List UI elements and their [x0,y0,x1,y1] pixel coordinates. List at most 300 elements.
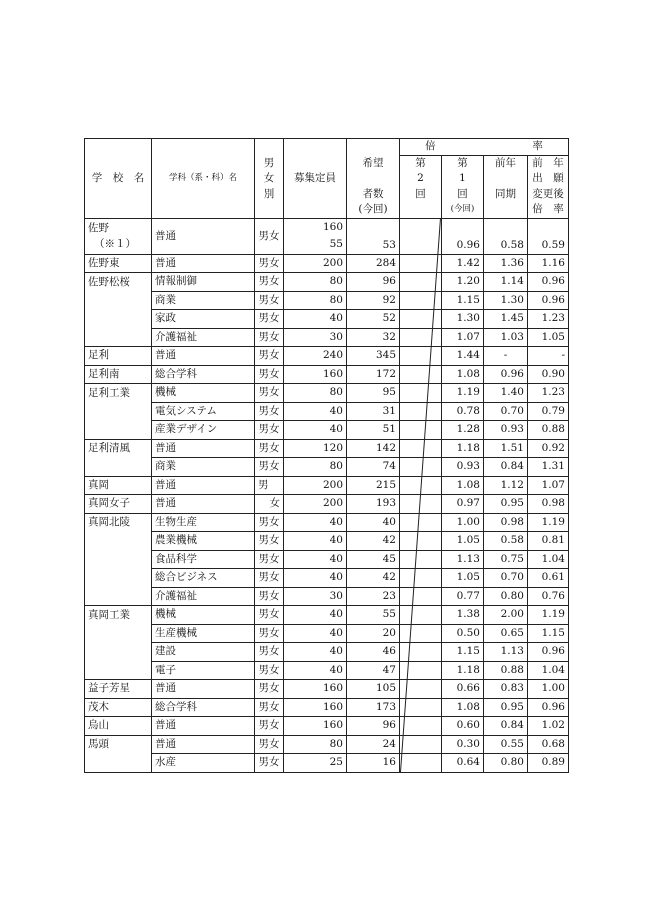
gender: 男女 [255,347,284,366]
quota: 40 [284,643,347,662]
applicants: 172 [347,365,400,384]
applicants: 173 [347,698,400,717]
school-name: 真岡北陵 [85,513,152,532]
school-name [85,328,152,347]
dept-name: 商業 [152,291,255,310]
gender: 男女 [255,680,284,699]
prev-year-ratio: 1.36 [484,254,528,273]
header-quota-spacer-2 [284,187,347,203]
quota: 30 [284,587,347,606]
prev-year-ratio: - [484,347,528,366]
prev-year-ratio: 0.80 [484,587,528,606]
quota: 80 [284,384,347,403]
gender: 男女 [255,439,284,458]
header-prev-final-4: 倍 率 [528,202,569,218]
ratio1: 1.30 [442,310,484,329]
table-row [85,587,569,606]
prev-final-cell [528,218,569,254]
prev-year-ratio: 1.51 [484,439,528,458]
applicants: 40 [347,513,400,532]
prev-year-ratio: 0.96 [484,365,528,384]
header-applicants-2: 者数 [347,187,400,203]
table-row [85,328,569,347]
ratio2 [400,624,442,643]
dept-name: 介護福祉 [152,587,255,606]
table-row [85,606,569,625]
ratio1: 1.44 [442,347,484,366]
header-ratio-group [400,139,569,156]
ratio2 [400,550,442,569]
table-row [85,365,569,384]
header-school: 学 校 名 [85,139,152,219]
ratio2 [400,421,442,440]
dept-name: 機械 [152,384,255,403]
school-name: 益子芳星 [85,680,152,699]
prev-year-ratio: 0.84 [484,458,528,477]
prev-final-ratio: 0.88 [528,421,569,440]
prev-final-ratio: 0.92 [528,439,569,458]
ratio1: 1.19 [442,384,484,403]
header-gender-end [255,202,284,218]
prev-final-ratio: 1.00 [528,680,569,699]
header-applicants-3: (今回) [347,202,400,218]
quota: 160 [284,698,347,717]
dept-name: 家政 [152,310,255,329]
dept-name: 情報制御 [152,273,255,292]
header-ratio1-2: 1 [442,171,484,187]
quota: 40 [284,532,347,551]
prev-final-ratio: 0.96 [528,698,569,717]
ratio2 [400,569,442,588]
ratio2 [400,384,442,403]
dept-name: 電気システム [152,402,255,421]
gender: 男女 [255,218,284,254]
header-applicants-1: 希望 [347,155,400,171]
ratio1: 1.07 [442,328,484,347]
header-gender-2: 女 [255,171,284,187]
table-row [85,254,569,273]
applicants: 193 [347,495,400,514]
prev-final-ratio: 0.68 [528,735,569,754]
quota: 240 [284,347,347,366]
dept-name: 水産 [152,754,255,773]
header-ratio2-3: 回 [400,187,442,203]
ratio1: 1.18 [442,439,484,458]
table-row [85,513,569,532]
dept-name: 電子 [152,661,255,680]
dept-name: 総合学科 [152,365,255,384]
quota: 120 [284,439,347,458]
prev-final-ratio: 0.61 [528,569,569,588]
prev-year-ratio: 0.58 [484,532,528,551]
school-name: 真岡女子 [85,495,152,514]
dept-name: 産業デザイン [152,421,255,440]
applicants: 92 [347,291,400,310]
dept-name: 普通 [152,495,255,514]
quota: 40 [284,569,347,588]
header-ratio2-2: 2 [400,171,442,187]
prev-year-ratio: 1.14 [484,273,528,292]
gender: 男女 [255,606,284,625]
ratio2 [400,347,442,366]
applicants: 284 [347,254,400,273]
dept-name: 普通 [152,254,255,273]
school-name [85,532,152,551]
gender: 男女 [255,310,284,329]
school-name-cell [85,218,152,254]
dept-name: 生物生産 [152,513,255,532]
header-prev-final-2: 出 願 [528,171,569,187]
ratio1: 0.64 [442,754,484,773]
gender: 男女 [255,754,284,773]
ratio1: 1.05 [442,569,484,588]
quota: 40 [284,550,347,569]
applicants: 45 [347,550,400,569]
ratio2 [400,698,442,717]
gender: 男女 [255,698,284,717]
header-gender-3: 別 [255,187,284,203]
school-name [85,569,152,588]
prev-final-ratio: 1.16 [528,254,569,273]
gender: 男女 [255,587,284,606]
header-prev-year-spacer [484,171,528,187]
ratio1: 1.13 [442,550,484,569]
prev-year-ratio: 0.93 [484,421,528,440]
table-row [85,291,569,310]
applicants: 74 [347,458,400,477]
prev-year-cell [484,218,528,254]
prev-final-ratio: 1.23 [528,384,569,403]
gender: 男女 [255,384,284,403]
prev-final-ratio: 1.02 [528,717,569,736]
table-row [85,569,569,588]
table-row [85,273,569,292]
prev-year-ratio: 1.30 [484,291,528,310]
applicants: 55 [347,606,400,625]
applicants: 42 [347,569,400,588]
table-row [85,532,569,551]
prev-year-ratio: 0.88 [484,661,528,680]
school-name [85,587,152,606]
applicants: 24 [347,735,400,754]
applicants: 42 [347,532,400,551]
gender: 男女 [255,458,284,477]
table-row [85,624,569,643]
prev-final-ratio: 0.81 [528,532,569,551]
school-name [85,643,152,662]
applicants: 215 [347,476,400,495]
applicants: 53 [382,238,396,251]
school-name: 足利 [85,347,152,366]
prev-year-ratio: 0.55 [484,735,528,754]
ratio2 [400,365,442,384]
ratio1: 1.20 [442,273,484,292]
ratio-group-label-1: 倍 [425,140,436,153]
prev-final-ratio: 0.96 [528,643,569,662]
table-row [85,421,569,440]
header-applicants-blank [347,139,400,156]
ratio2 [400,717,442,736]
gender: 男女 [255,735,284,754]
header-ratio2-1: 第 [400,155,442,171]
school-name [85,291,152,310]
quota: 40 [284,310,347,329]
gender: 女 [255,495,284,514]
header-prev-final-3: 変更後 [528,187,569,203]
school-name: 佐野 [88,222,109,234]
gender: 男女 [255,402,284,421]
gender: 男女 [255,421,284,440]
table-row [85,643,569,662]
applicants: 47 [347,661,400,680]
school-name: 足利工業 [85,384,152,403]
ratio1: 1.08 [442,476,484,495]
applicants: 51 [347,421,400,440]
gender: 男女 [255,569,284,588]
applicants: 95 [347,384,400,403]
prev-final-ratio: 0.79 [528,402,569,421]
school-name [85,310,152,329]
ratio1-cell [442,218,484,254]
applicants: 32 [347,328,400,347]
ratio2 [400,439,442,458]
prev-final-ratio: - [528,347,569,366]
prev-final-ratio: 0.90 [528,365,569,384]
table-row [85,218,569,236]
quota: 80 [284,458,347,477]
prev-year-ratio: 1.12 [484,476,528,495]
applicants: 46 [347,643,400,662]
quota: 80 [284,291,347,310]
applicants: 20 [347,624,400,643]
school-name [85,754,152,773]
school-name: 烏山 [85,717,152,736]
gender: 男女 [255,643,284,662]
quota: 80 [284,735,347,754]
header-prev-final-1: 前 年 [528,155,569,171]
header-row-1 [85,139,569,156]
ratio1: 0.66 [442,680,484,699]
table-row [85,439,569,458]
quota: 40 [284,402,347,421]
applicants: 142 [347,439,400,458]
quota: 160 [284,680,347,699]
prev-final-ratio: 1.31 [528,458,569,477]
table-row [85,754,569,773]
prev-final-ratio: 0.76 [528,587,569,606]
header-ratio1-3: 回 [442,187,484,203]
quota: 80 [284,273,347,292]
dept-name: 介護福祉 [152,328,255,347]
ratio2 [400,402,442,421]
dept-name: 機械 [152,606,255,625]
ratio1: 1.18 [442,661,484,680]
school-name [85,458,152,477]
ratio2 [400,587,442,606]
dept-name: 総合学科 [152,698,255,717]
ratio1: 1.00 [442,513,484,532]
prev-year-ratio: 0.84 [484,717,528,736]
header-applicants-spacer [347,171,400,187]
quota: 40 [284,421,347,440]
ratio2 [400,310,442,329]
quota-second: 55 [284,236,347,254]
header-prev-year-end [484,202,528,218]
table-row [85,495,569,514]
ratio2 [400,680,442,699]
ratio1: 1.05 [442,532,484,551]
quota: 25 [284,754,347,773]
prev-year-ratio: 0.58 [500,238,524,251]
ratio2 [400,735,442,754]
dept-name: 普通 [152,717,255,736]
ratio2 [400,643,442,662]
ratio1: 1.15 [442,291,484,310]
table-row [85,458,569,477]
prev-final-ratio: 1.19 [528,513,569,532]
header-ratio2-end [400,202,442,218]
prev-year-ratio: 0.98 [484,513,528,532]
gender: 男女 [255,254,284,273]
table-row [85,347,569,366]
ratio1: 1.42 [442,254,484,273]
school-name [85,624,152,643]
ratio1: 1.08 [442,365,484,384]
prev-final-ratio: 1.15 [528,624,569,643]
ratio1: 1.15 [442,643,484,662]
prev-year-ratio: 0.65 [484,624,528,643]
gender: 男女 [255,532,284,551]
quota: 200 [284,476,347,495]
admission-ratio-table-wrapper [84,138,568,773]
applicants: 23 [347,587,400,606]
prev-final-ratio: 1.05 [528,328,569,347]
dept-name: 生産機械 [152,624,255,643]
gender: 男女 [255,624,284,643]
quota: 160 [284,218,347,236]
school-name [85,421,152,440]
school-name: 足利清風 [85,439,152,458]
ratio1: 1.38 [442,606,484,625]
gender: 男女 [255,365,284,384]
gender: 男女 [255,273,284,292]
gender: 男 [255,476,284,495]
dept-name: 普通 [152,347,255,366]
dept-name: 総合ビジネス [152,569,255,588]
applicants: 105 [347,680,400,699]
applicants: 345 [347,347,400,366]
ratio1: 0.97 [442,495,484,514]
ratio1: 1.28 [442,421,484,440]
school-name: 真岡 [85,476,152,495]
prev-final-ratio: 1.04 [528,661,569,680]
quota: 40 [284,606,347,625]
ratio1: 0.93 [442,458,484,477]
dept-name: 普通 [152,218,255,254]
dept-name: 普通 [152,680,255,699]
table-row [85,698,569,717]
table-row [85,735,569,754]
dept-name: 食品科学 [152,550,255,569]
prev-year-ratio: 0.95 [484,495,528,514]
ratio2 [400,754,442,773]
prev-year-ratio: 0.95 [484,698,528,717]
quota: 40 [284,661,347,680]
dept-name: 商業 [152,458,255,477]
school-name: 足利南 [85,365,152,384]
prev-year-ratio: 1.45 [484,310,528,329]
ratio2 [400,476,442,495]
ratio2-cell [400,218,442,254]
prev-year-ratio: 0.70 [484,402,528,421]
school-name: 佐野松桜 [85,273,152,292]
ratio2 [400,532,442,551]
applicants: 96 [347,273,400,292]
prev-final-ratio: 0.96 [528,273,569,292]
ratio-group-label-2: 率 [532,140,543,153]
ratio1: 1.08 [442,698,484,717]
gender: 男女 [255,513,284,532]
prev-final-ratio: 1.23 [528,310,569,329]
prev-final-ratio: 0.59 [541,238,565,251]
prev-year-ratio: 1.13 [484,643,528,662]
dept-name: 普通 [152,735,255,754]
school-name: 佐野東 [85,254,152,273]
applicants: 96 [347,717,400,736]
header-ratio1-4: (今回) [442,202,484,218]
header-ratio1-1: 第 [442,155,484,171]
applicants: 16 [347,754,400,773]
school-name: 馬頭 [85,735,152,754]
ratio1: 0.96 [456,238,480,251]
header-prev-year-2: 同期 [484,187,528,203]
table-row [85,402,569,421]
gender: 男女 [255,328,284,347]
admission-ratio-table [84,138,569,773]
table-row [85,550,569,569]
school-name: 真岡工業 [85,606,152,625]
dept-name: 農業機械 [152,532,255,551]
ratio1: 0.60 [442,717,484,736]
quota: 200 [284,254,347,273]
quota: 160 [284,365,347,384]
prev-year-ratio: 0.70 [484,569,528,588]
dept-name: 建設 [152,643,255,662]
table-row [85,717,569,736]
school-name [85,402,152,421]
school-name [85,661,152,680]
table-row [85,680,569,699]
prev-year-ratio: 0.83 [484,680,528,699]
ratio1: 0.30 [442,735,484,754]
prev-year-ratio: 1.40 [484,384,528,403]
gender: 男女 [255,550,284,569]
ratio2 [400,254,442,273]
prev-final-ratio: 0.96 [528,291,569,310]
header-dept: 学科（系・科）名 [152,139,255,219]
ratio2 [400,661,442,680]
ratio2 [400,328,442,347]
applicants: 52 [347,310,400,329]
header-quota-end [284,202,347,218]
quota: 200 [284,495,347,514]
ratio2 [400,606,442,625]
table-row [85,661,569,680]
ratio2 [400,495,442,514]
ratio1: 0.77 [442,587,484,606]
header-quota: 募集定員 [284,171,347,187]
ratio1: 0.50 [442,624,484,643]
